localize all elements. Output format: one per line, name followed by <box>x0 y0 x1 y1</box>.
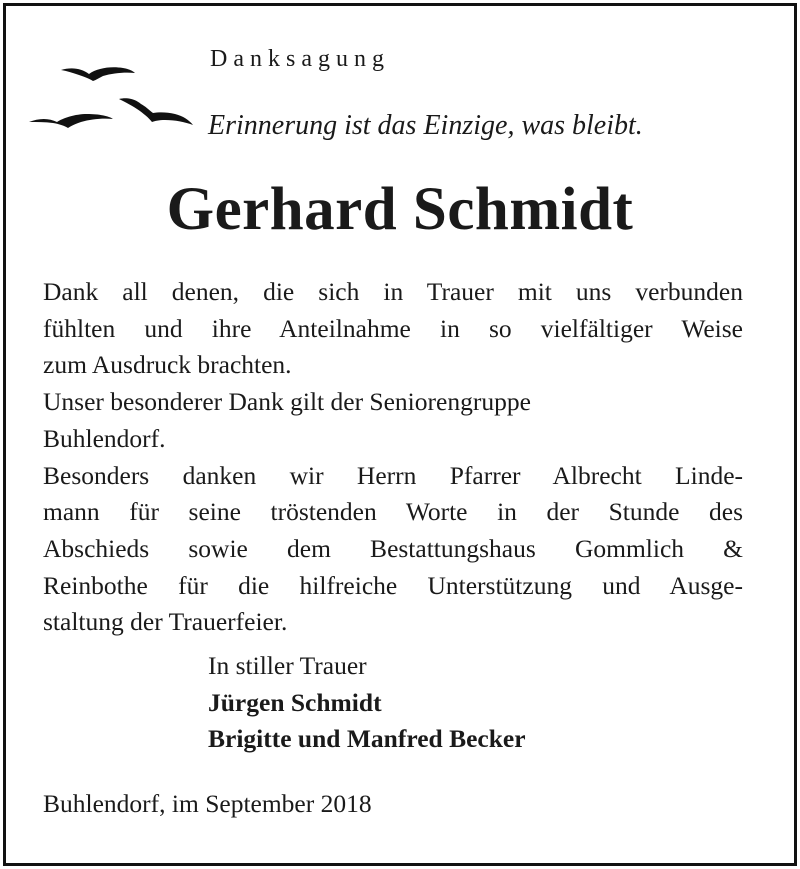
mourner-name: Brigitte und Manfred Becker <box>208 724 526 753</box>
body-line: Buhlendorf. <box>43 423 166 453</box>
closing-phrase: In stiller Trauer <box>208 651 367 680</box>
place-date: Buhlendorf, im September 2018 <box>43 789 372 818</box>
body-line: Abschieds sowie dem Bestattungshaus Gommlich & <box>43 533 743 563</box>
thank-you-text <box>43 274 743 641</box>
mourner-name: Jürgen Schmidt <box>208 687 382 717</box>
mourners-block <box>208 648 526 758</box>
memorial-motto: Erinnerung ist das Einzige, was bleibt. <box>208 110 643 141</box>
flying-birds-icon <box>25 58 200 138</box>
body-line: Dank all denen, die sich in Trauer mit uns verbunden <box>43 277 743 306</box>
body-line: mann für seine tröstenden Worte in der Stunde des <box>43 497 743 527</box>
bird-icon <box>61 67 135 81</box>
notice-heading: Danksagung <box>210 46 390 72</box>
bird-icon <box>119 98 193 125</box>
bird-icon <box>29 114 113 128</box>
body-line: fühlten und ihre Anteilnahme in so vielfältiger Weise <box>43 313 743 343</box>
body-line: staltung der Trauerfeier. <box>43 607 288 637</box>
deceased-name: Gerhard Schmidt <box>166 176 634 243</box>
body-line: Besonders danken wir Herrn Pfarrer Albrecht Linde- <box>43 460 743 490</box>
body-line: zum Ausdruck brachten. <box>43 350 292 380</box>
body-line: Unser besonderer Dank gilt der Seniorengruppe <box>43 387 531 417</box>
body-line: Reinbothe für die hilfreiche Unterstützung und Ausge- <box>43 570 743 600</box>
